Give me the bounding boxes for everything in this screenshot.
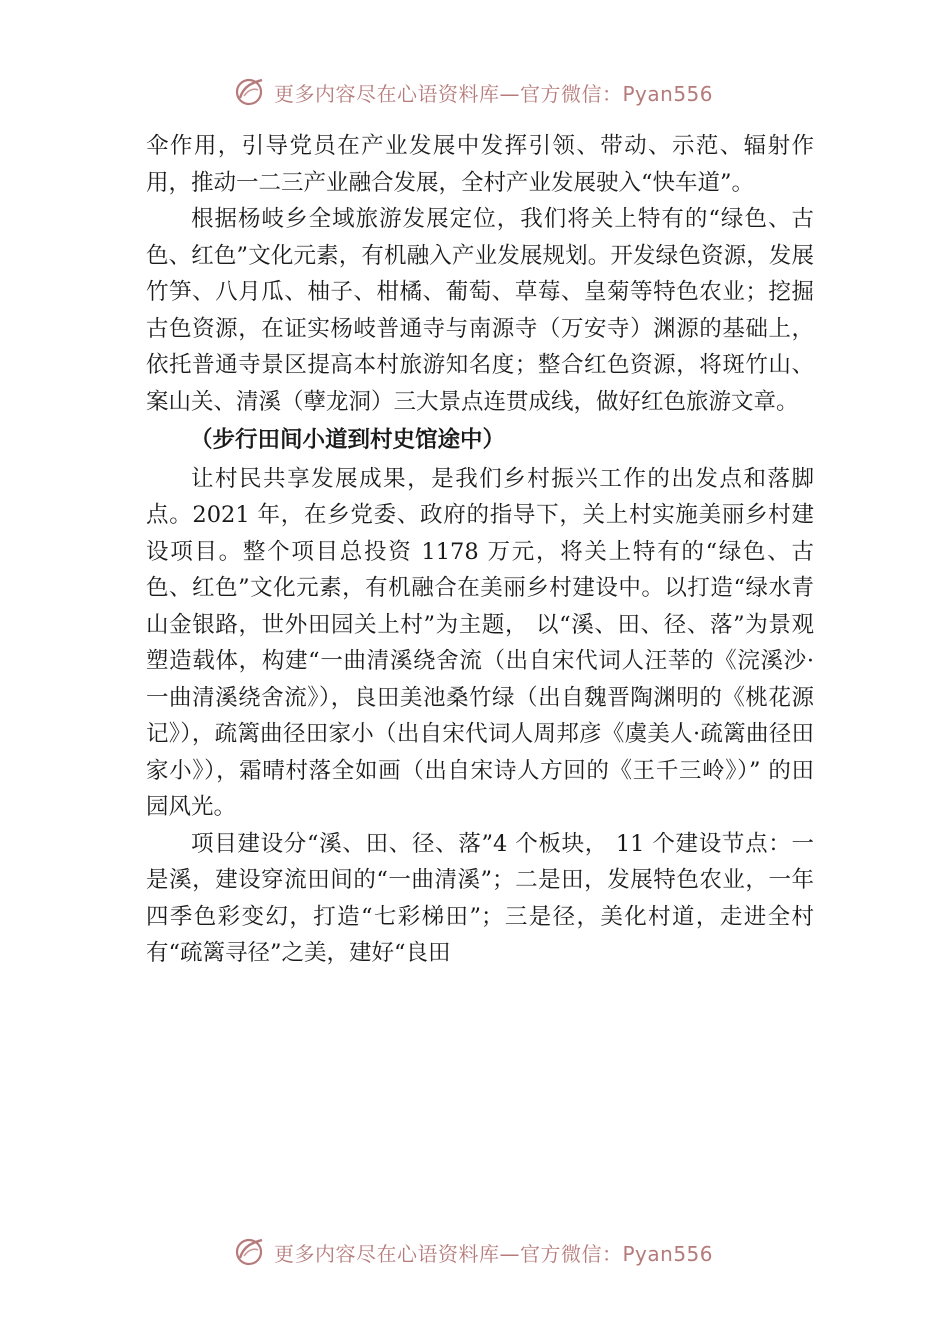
paragraph-1: 伞作用，引导党员在产业发展中发挥引领、带动、示范、辐射作用，推动一二三产业融合发展，全村产业发展驶入“快车道”。 [146, 133, 814, 196]
watermark-logo-icon [232, 1234, 268, 1270]
watermark-text: 更多内容尽在心语资料库—官方微信：Pyan556 [274, 81, 714, 106]
watermark-logo-icon [232, 74, 268, 110]
document-body [146, 128, 814, 972]
paragraph-4: 项目建设分“溪、田、径、落”4 个板块， 11 个建设节点：一是溪，建设穿流田间的“一曲清溪”；二是田，发展特色农业，一年四季色彩变幻，打造“七彩梯田”；三是径，美化村道，走进全村有“疏篱寻径”之美，建好“良田 [146, 830, 814, 966]
section-heading: （步行田间小道到村史馆途中） [190, 427, 506, 453]
watermark-text: 更多内容尽在心语资料库—官方微信：Pyan556 [274, 1241, 714, 1266]
footer-watermark [232, 1232, 752, 1272]
paragraph-3: 让村民共享发展成果，是我们乡村振兴工作的出发点和落脚点。2021 年，在乡党委、政府的指导下，关上村实施美丽乡村建设项目。整个项目总投资 1178 万元，将关上特有的“绿色、古色、红色”文化元素，有机融合在美丽乡村建设中。以打造“绿水青山金银路，世外田园关上村”为主题， 以“溪、田、径、落”为景观塑造载体，构建“一曲清溪绕舍流（出自宋代词人汪莘的《浣溪沙·一曲清溪绕舍流》），良田美池桑竹绿（出自魏晋陶渊明的《桃花源记》），疏篱曲径田家小（出自宋代词人周邦彦《虞美人·疏篱曲径田家小》），霜晴村落全如画（出自宋诗人方回的《王千三岭》）” 的田园风光。 [146, 465, 814, 820]
header-watermark [232, 72, 752, 112]
paragraph-2: 根据杨岐乡全域旅游发展定位，我们将关上特有的“绿色、古色、红色”文化元素，有机融入产业发展规划。开发绿色资源，发展竹笋、八月瓜、柚子、柑橘、葡萄、草莓、皇菊等特色农业；挖掘古色资源，在证实杨岐普通寺与南源寺（万安寺）渊源的基础上，依托普通寺景区提高本村旅游知名度；整合红色资源，将斑竹山、案山关、清溪（孽龙洞）三大景点连贯成线，做好红色旅游文章。 [146, 206, 814, 415]
